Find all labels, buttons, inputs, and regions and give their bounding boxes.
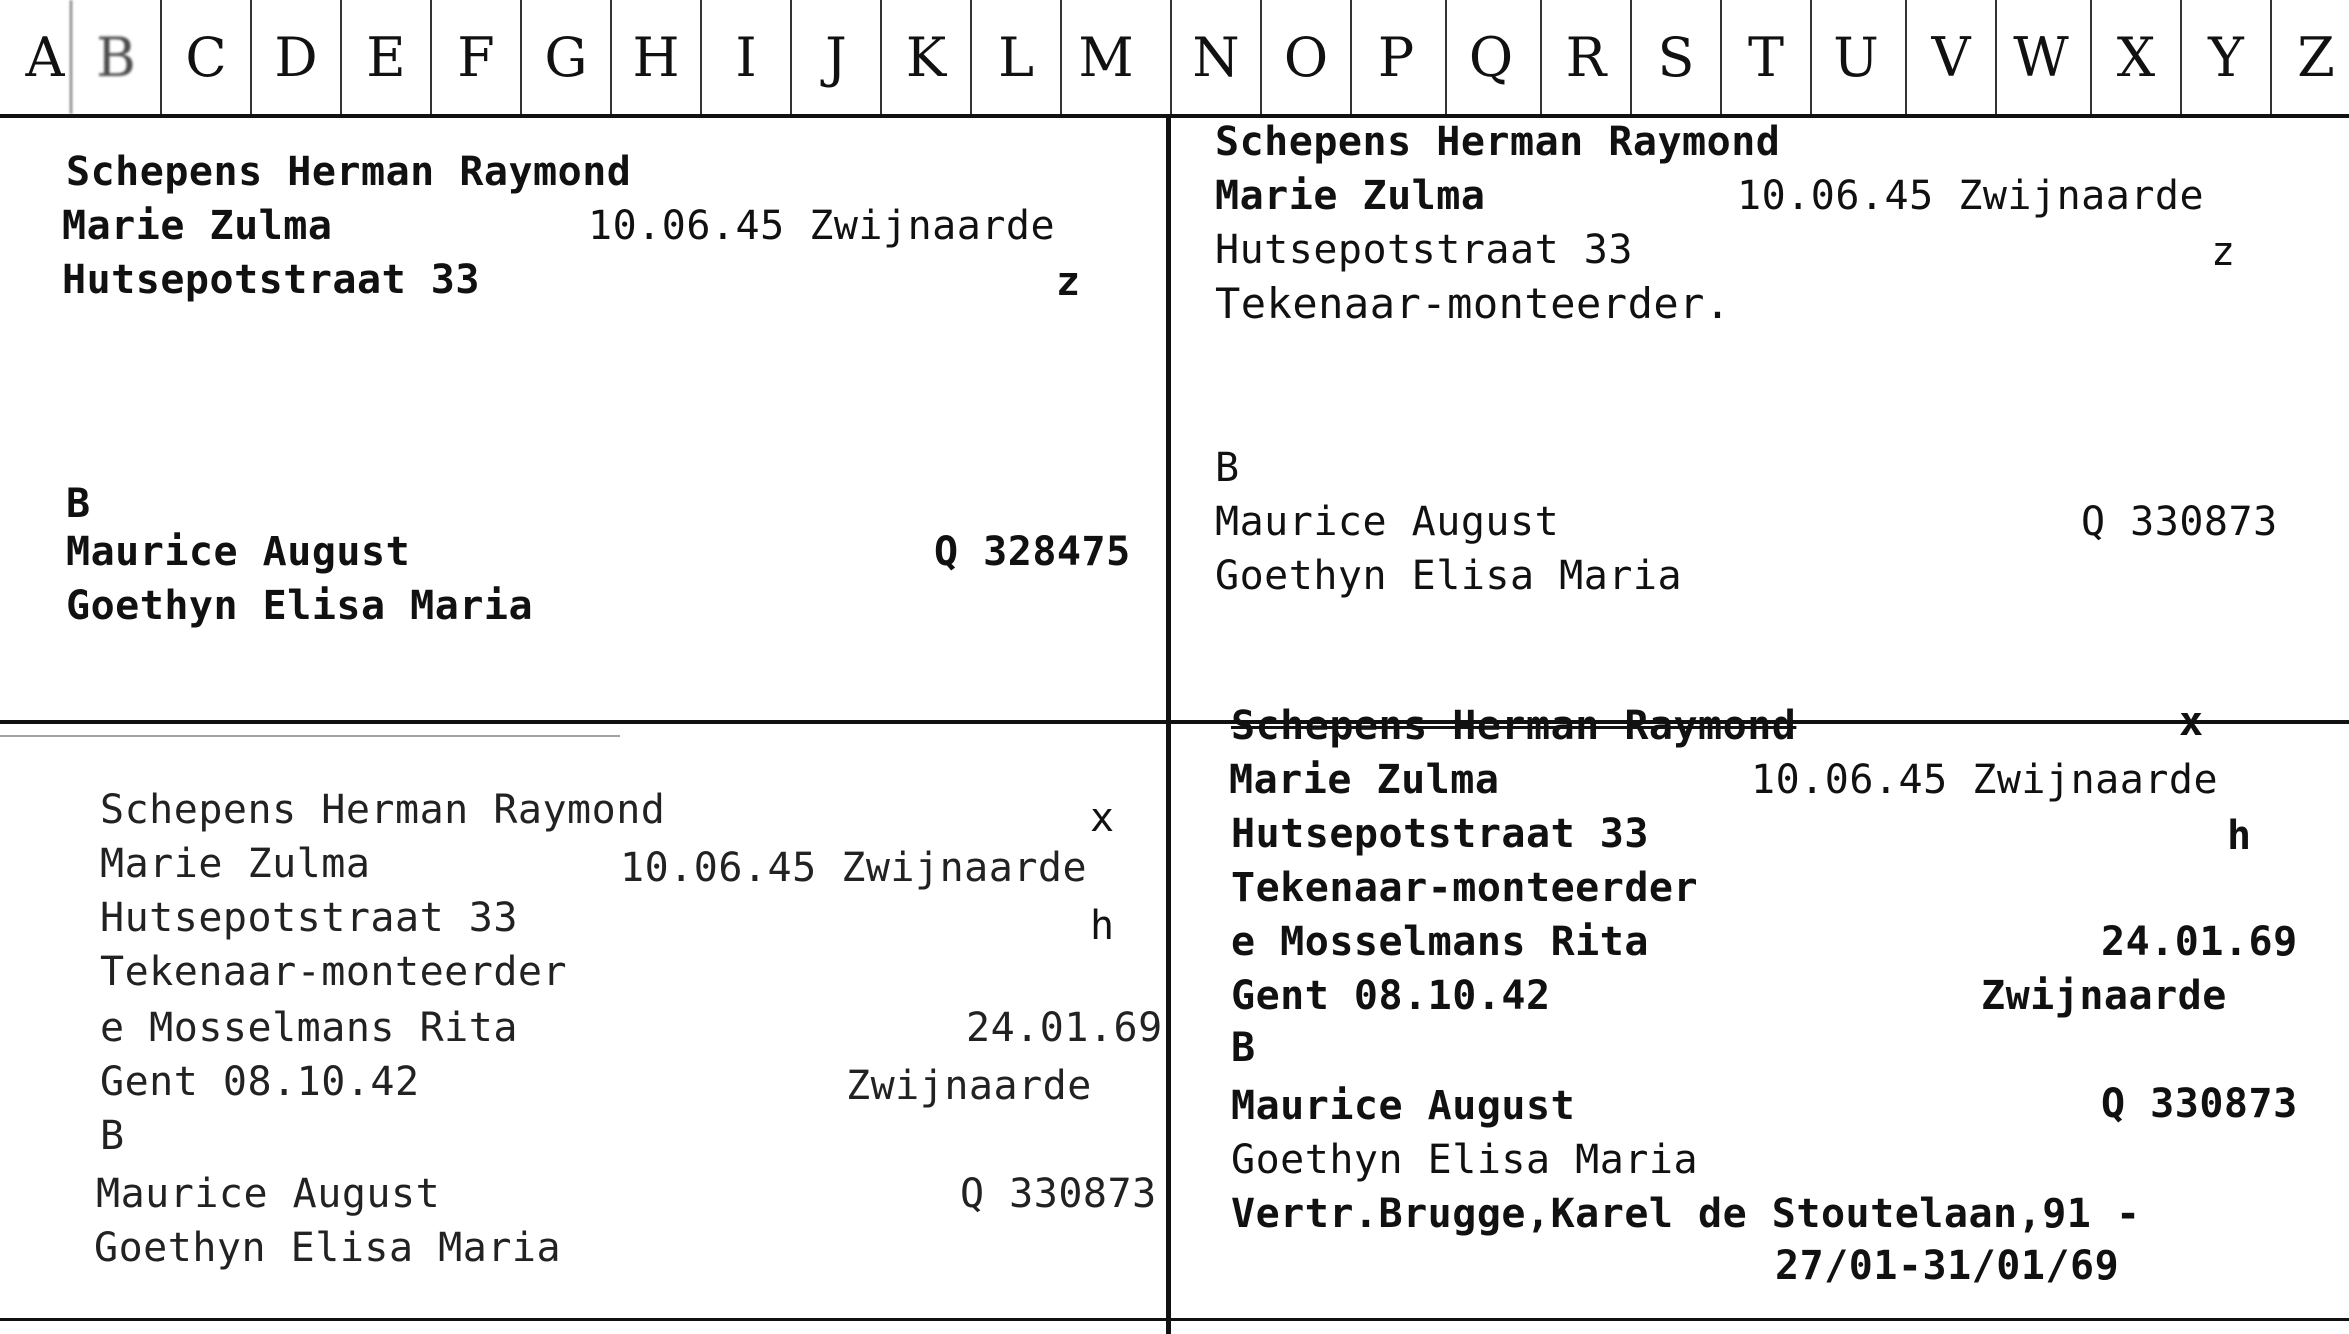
index-letter-n: N [1170, 0, 1260, 114]
card-marker-secondary: h [1090, 903, 1115, 949]
card-father: Maurice August [1231, 1083, 1576, 1129]
index-letter-c: C [160, 0, 250, 114]
index-letter-s: S [1630, 0, 1720, 114]
card-occupation: Tekenaar-monteerder [1231, 865, 1699, 911]
card-father-code: Q 330873 [2081, 499, 2278, 545]
card-spouse-birth: Gent 08.10.42 [100, 1059, 420, 1105]
card-departure: Vertr.Brugge,Karel de Stoutelaan,91 - [1231, 1191, 2141, 1237]
card-marriage-place: Zwijnaarde [1981, 973, 2227, 1019]
index-letter-h: H [610, 0, 700, 114]
index-letter-f: F [430, 0, 520, 114]
card-section-letter: B [1215, 445, 1240, 491]
card-name: Schepens Herman Raymond [100, 787, 666, 833]
index-letter-k: K [880, 0, 970, 114]
index-letter-p: P [1350, 0, 1440, 114]
card-father: Maurice August [96, 1171, 441, 1217]
index-letter-e: E [340, 0, 430, 114]
card-departure-dates: 27/01-31/01/69 [1775, 1243, 2120, 1289]
index-letter-i: I [700, 0, 790, 114]
card-name: Schepens Herman Raymond [66, 149, 632, 195]
card-father: Maurice August [1215, 499, 1560, 545]
index-letter-b: B [70, 0, 160, 114]
index-card-bottom-right [1171, 690, 2349, 1318]
card-occupation: Tekenaar-monteerder. [1215, 279, 1731, 328]
card-name-struck: Schepens Herman Raymond [1231, 703, 1797, 749]
card-spouse: e Mosselmans Rita [1231, 919, 1649, 965]
card-mother: Goethyn Elisa Maria [94, 1225, 562, 1271]
index-letter-m: M [1060, 0, 1150, 114]
card-marker: x [1090, 795, 1115, 841]
card-marker: z [1056, 259, 1081, 305]
card-birth-date-place: 10.06.45 Zwijnaarde [620, 845, 1088, 891]
index-letter-d: D [250, 0, 340, 114]
index-letter-g: G [520, 0, 610, 114]
index-letter-r: R [1540, 0, 1630, 114]
card-mother: Goethyn Elisa Maria [1215, 553, 1683, 599]
card-name: Schepens Herman Raymond [1215, 119, 1781, 165]
index-letter-l: L [970, 0, 1060, 114]
index-letter-t: T [1720, 0, 1810, 114]
alphabet-index-strip [0, 0, 2349, 118]
card-father: Maurice August [66, 529, 411, 575]
index-card-top-right [1171, 118, 2349, 720]
index-letter-v: V [1905, 0, 1995, 114]
card-marker-secondary: h [2227, 813, 2252, 859]
card-spouse: e Mosselmans Rita [100, 1005, 518, 1051]
index-letter-w: W [1995, 0, 2085, 114]
card-father-code: Q 330873 [2101, 1081, 2298, 1127]
card-marriage-date: 24.01.69 [966, 1005, 1163, 1051]
card-marker: z [2211, 229, 2236, 275]
index-card-top-left [0, 118, 1166, 720]
card-marriage-place: Zwijnaarde [846, 1063, 1092, 1109]
card-father-code: Q 330873 [960, 1171, 1157, 1217]
card-address: Hutsepotstraat 33 [1231, 811, 1649, 857]
index-card-bottom-left [0, 724, 1166, 1318]
card-spouse-birth: Gent 08.10.42 [1231, 973, 1551, 1019]
card-given-names: Marie Zulma [1215, 173, 1486, 219]
card-birth-date-place: 10.06.45 Zwijnaarde [1737, 173, 2205, 219]
card-mother: Goethyn Elisa Maria [1231, 1137, 1699, 1183]
index-letter-o: O [1260, 0, 1350, 114]
card-birth-date-place: 10.06.45 Zwijnaarde [1751, 757, 2219, 803]
card-address: Hutsepotstraat 33 [1215, 227, 1633, 273]
card-section-letter: B [66, 481, 91, 527]
index-letter-x: X [2090, 0, 2180, 114]
index-letter-q: Q [1445, 0, 1535, 114]
index-letter-u: U [1810, 0, 1900, 114]
card-given-names: Marie Zulma [100, 841, 371, 887]
card-birth-date-place: 10.06.45 Zwijnaarde [588, 203, 1056, 249]
card-given-names: Marie Zulma [62, 203, 333, 249]
card-occupation: Tekenaar-monteerder [100, 949, 568, 995]
card-marker: x [2179, 699, 2204, 745]
card-given-names: Marie Zulma [1229, 757, 1500, 803]
card-section-letter: B [100, 1113, 125, 1159]
card-marriage-date: 24.01.69 [2101, 919, 2298, 965]
index-letter-y: Y [2180, 0, 2270, 114]
index-letter-z: Z [2270, 0, 2349, 114]
card-section-letter: B [1231, 1025, 1256, 1071]
card-address: Hutsepotstraat 33 [100, 895, 518, 941]
card-address: Hutsepotstraat 33 [62, 257, 480, 303]
card-mother: Goethyn Elisa Maria [66, 583, 534, 629]
card-father-code: Q 328475 [934, 529, 1131, 575]
index-letter-a: A [25, 25, 65, 89]
index-letter-j: J [790, 0, 880, 114]
card-divider-bottom [0, 1318, 2349, 1321]
